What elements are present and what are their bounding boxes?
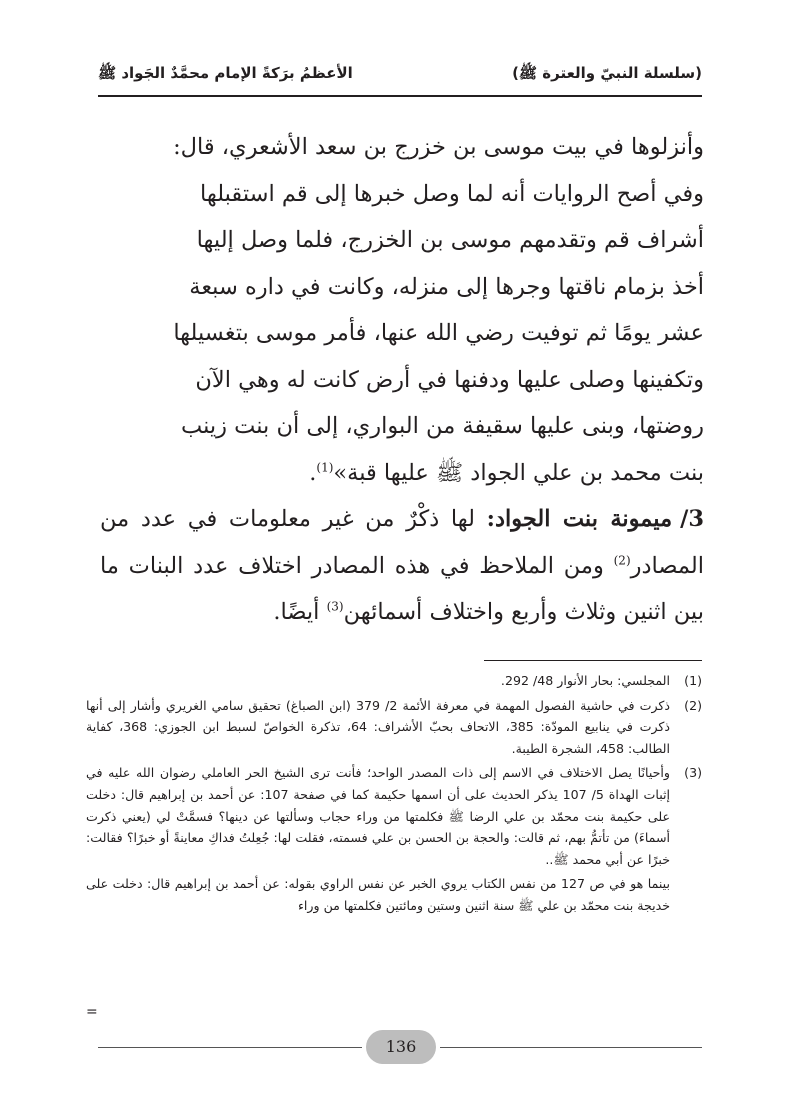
body-last-line [309, 460, 704, 486]
footnote-text: المجلسي: بحار الأنوار 48/ 292. [500, 673, 670, 688]
body-line: روضتها، وبنى عليها سقيفة من البواري، إلى أن بنت زينب [181, 413, 704, 439]
footer-rule-right [440, 1047, 702, 1048]
footer-rule-left [98, 1047, 362, 1048]
body-line: عشر يومًا ثم توفيت رضي الله عنها، فأمر موسى بتغسيلها [173, 320, 704, 346]
body-line: وفي أصح الروايات أنه لما وصل خبرها إلى قم استقبلها [199, 180, 704, 207]
continuation-mark: = [86, 1004, 98, 1020]
item-text-2: ومن الملاحظ في هذه المصادر اختلاف عدد البنات ما بين اثنين وثلاث وأربع واختلاف أسمائهن [100, 552, 704, 625]
footnote-ref-3[interactable]: (3) [326, 599, 344, 614]
item-term: ميمونة بنت الجواد: [486, 506, 673, 532]
body-last-line-end: . [309, 459, 317, 486]
page-number: 136 [366, 1030, 436, 1064]
body-line: وأنزلوها في بيت موسى بن خزرج بن سعد الأشعري، قال: [173, 134, 704, 160]
book-title: الأعظمُ برَكةً الإمام محمَّدٌ الجَواد ﷺ [98, 64, 353, 82]
item-text-3: أيضًا. [273, 599, 327, 625]
list-item-maymuna [100, 496, 704, 636]
footnote-text: وأحيانًا يصل الاختلاف في الاسم إلى ذات المصدر الواحد؛ فأنت ترى الشيخ الحر العاملي رضوان الله عليه في إثبات الهداة 5/ 107 يذكر الحديث على أن اسمها حكيمة كما في صفحة 107: عن أحمد بن إبراهيم قال: دخلت على حكيمة بنت محمّد بن علي الرضا ﷺ فكلمتها من وراء حجاب وسألتها عن دينها؟ فسمَّتْ لي (يعني ذكرت أسماءَ) من تأتمُّ بهم، ثم قالت: والحجة بن الحسن بن علي فسمته، فقلت لها: جُعِلتُ فداكِ معاينةً أو خبرًا؟ فقالت: خبرًا عن أبي محمد ﷺ.. [86, 765, 670, 867]
item-text-1: لها ذكْرٌ من غير معلومات في عدد من المصادر [100, 506, 704, 579]
footnote-number: (1) [684, 673, 702, 688]
footnote-2 [86, 695, 702, 760]
footnote-3 [86, 762, 702, 870]
footnotes [86, 670, 702, 917]
footnote-text: ذكرت في حاشية الفصول المهمة في معرفة الأئمة 2/ 379 (ابن الصباغ) تحقيق سامي الغريري وأشار إلى أنها ذكرت في ينابيع المودّة: 385، الاتحاف بحبّ الأشراف: 64، تذكرة الخواصّ لسبط ابن الجوزي: 368، كفاية الطالب: 458، الشجرة الطيبة. [86, 697, 671, 756]
footnote-ref-2[interactable]: (2) [613, 553, 631, 567]
main-text [100, 124, 704, 636]
footnote-number: (3) [684, 765, 702, 781]
footnote-continuation-text: بينما هو في ص 127 من نفس الكتاب يروي الخبر عن نفس الراوي بقوله: عن أحمد بن إبراهيم قال: دخلت على خديجة بنت محمّد بن علي ﷺ سنة اثنين وستين ومائتين فكلمتها من وراء [86, 876, 670, 913]
body-line: أخذ بزمام ناقتها وجرها إلى منزله، وكانت في داره سبعة [189, 273, 704, 300]
body-line: أشراف قم وتقدمهم موسى بن الخزرج، فلما وصل إليها [196, 227, 704, 253]
footnote-number: (2) [684, 697, 702, 713]
item-number: 3/ [680, 506, 704, 532]
header-rule [98, 95, 702, 97]
footnote-3-continuation [86, 873, 702, 916]
running-header [98, 60, 702, 94]
footnote-ref-1[interactable]: (1) [316, 460, 334, 474]
footnote-1 [86, 670, 702, 692]
body-line: وتكفينها وصلى عليها ودفنها في أرض كانت له وهي الآن [195, 366, 704, 393]
body-paragraph [100, 124, 704, 496]
series-title: (سلسلة النبيّ والعترة ﷺ) [512, 64, 702, 82]
body-last-line-text: بنت محمد بن علي الجواد ﷺ عليها قبة» [333, 459, 704, 486]
footnote-separator [484, 660, 702, 661]
